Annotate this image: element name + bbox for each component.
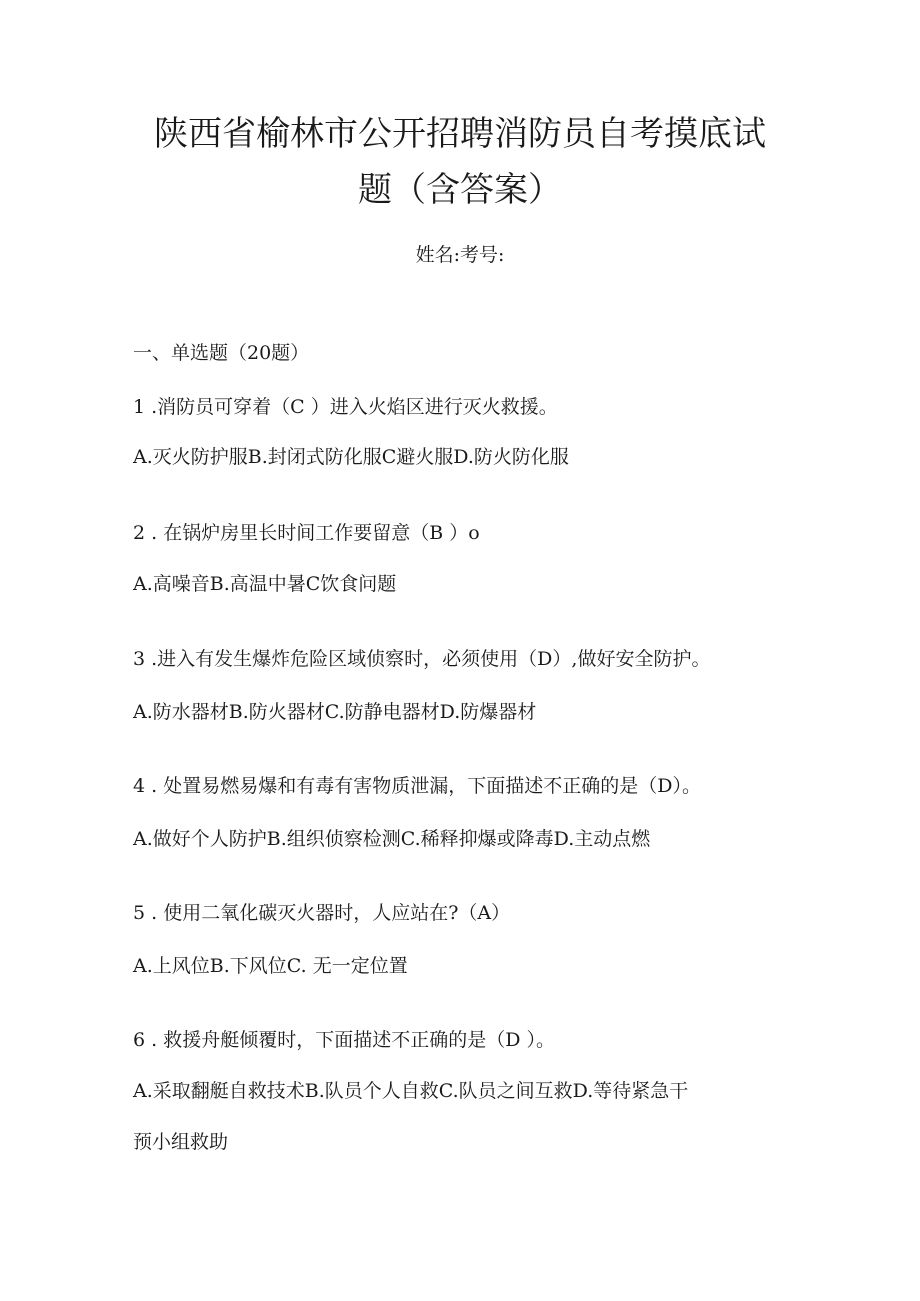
title-line-2: 题（含答案）: [358, 170, 562, 210]
question-stem: 1 .消防员可穿着（C ）进入火焰区进行灭火救援。: [133, 396, 558, 418]
title-line-1: 陕西省榆林市公开招聘消防员自考摸底试: [154, 114, 766, 154]
question-stem: 6 . 救援舟艇倾覆时，下面描述不正确的是（D ）。: [133, 1029, 555, 1051]
question-stem: 3 .进入有发生爆炸危险区域侦察时，必须使用（D）,做好安全防护。: [133, 648, 711, 670]
name-id-line: 姓名:考号:: [415, 244, 505, 266]
question-stem: 2 . 在锅炉房里长时间工作要留意（B ）o: [133, 522, 480, 544]
question-options: A.防水器材B.防火器材C.防静电器材D.防爆器材: [133, 701, 537, 723]
question-options: A.做好个人防护B.组织侦察检测C.稀释抑爆或降毒D.主动点燃: [133, 828, 651, 850]
question-stem: 4 . 处置易燃易爆和有毒有害物质泄漏，下面描述不正确的是（D）。: [133, 775, 701, 797]
question-stem: 5 . 使用二氧化碳灭火器时，人应站在?（A）: [133, 902, 511, 924]
question-options: A.上风位B.下风位C. 无一定位置: [133, 955, 408, 977]
document-title: [130, 106, 790, 218]
question-options: A.高噪音B.高温中暑C饮食问题: [133, 573, 397, 595]
section-heading: 一、单选题（20题）: [133, 342, 310, 364]
question-options: A.灭火防护服B.封闭式防化服C避火服D.防火防化服: [133, 446, 569, 468]
question-options: A.采取翻艇自救技术B.队员个人自救C.队员之间互救D.等待紧急干: [133, 1080, 689, 1102]
question-options-continued: 预小组救助: [133, 1131, 229, 1153]
